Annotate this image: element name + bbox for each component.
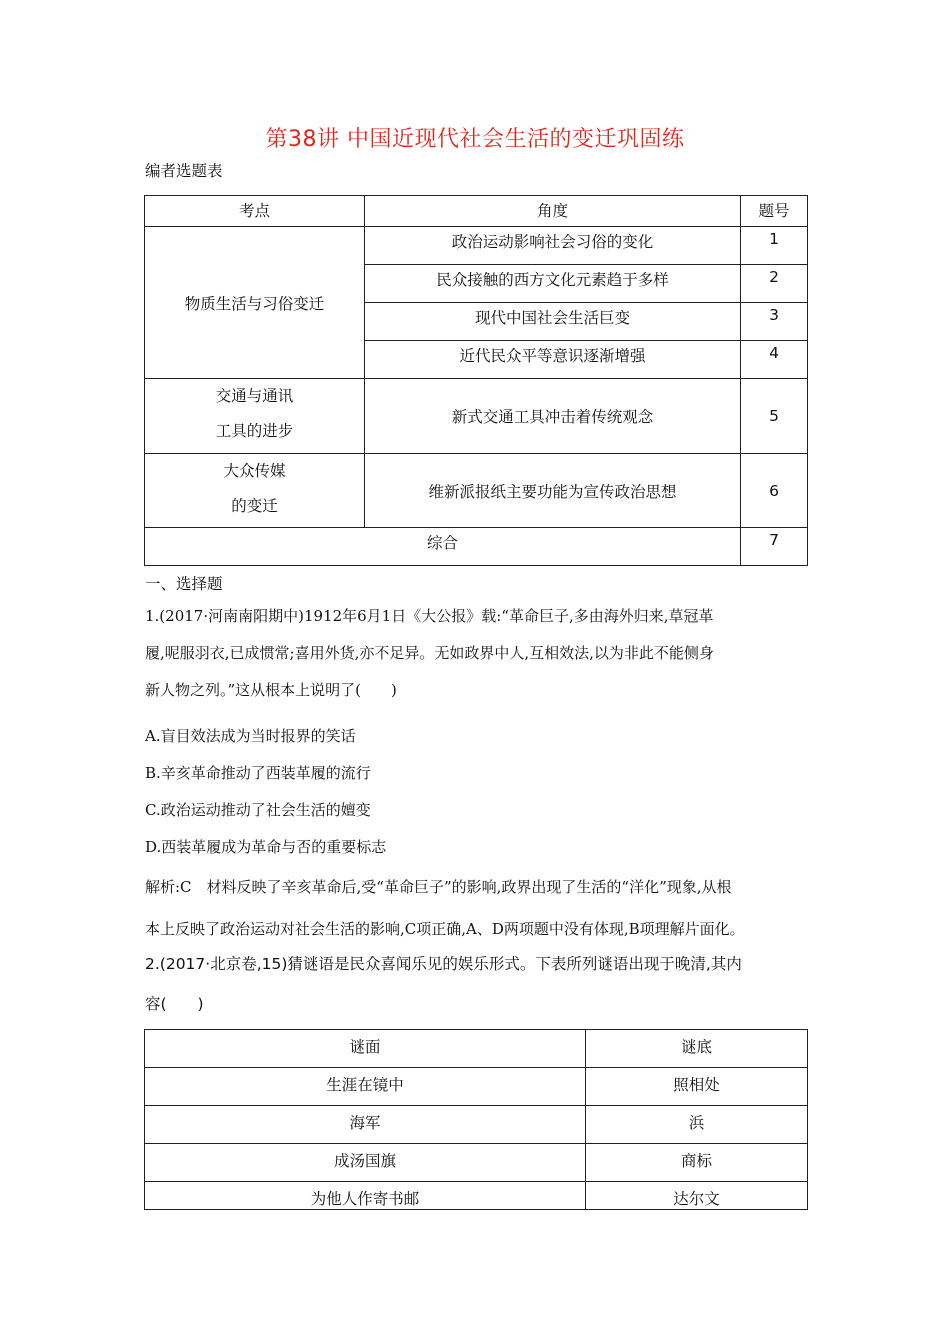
analysis-line: 解析:C 材料反映了辛亥革命后,受“革命巨子”的影响,政界出现了生活的“洋化”现象,从根 (145, 878, 732, 896)
angle-cell: 维新派报纸主要功能为宣传政治思想 (365, 454, 741, 528)
point-cell (145, 454, 365, 528)
answer-cell: 照相处 (586, 1068, 808, 1106)
summary-number: 7 (741, 528, 808, 566)
number-cell: 2 (741, 265, 808, 303)
point-cell (145, 227, 365, 379)
q1-option-d: D.西装革履成为革命与否的重要标志 (145, 838, 387, 856)
angle-cell: 近代民众平等意识逐渐增强 (365, 341, 741, 379)
riddle-cell: 生涯在镜中 (145, 1068, 586, 1106)
summary-label: 综合 (145, 528, 741, 566)
topic-selection-table (144, 195, 808, 566)
point-line: 工具的进步 (215, 422, 294, 440)
number-cell: 5 (741, 379, 808, 454)
question-2 (145, 944, 807, 1024)
q2-stem-line: 容( ) (145, 995, 204, 1013)
answer-cell: 浜 (586, 1106, 808, 1144)
angle-cell: 新式交通工具冲击着传统观念 (365, 379, 741, 454)
number-cell: 4 (741, 341, 808, 379)
number-cell: 1 (741, 227, 808, 265)
point-line: 物质生活与习俗变迁 (184, 294, 325, 313)
point-line: 大众传媒 (223, 462, 286, 480)
analysis-line: 本上反映了政治运动对社会生活的影响,C项正确,A、D两项题中没有体现,B项理解片面化。 (145, 920, 745, 938)
q1-option-a: A.盲目效法成为当时报界的笑话 (145, 727, 356, 745)
q1-options (145, 718, 807, 866)
q1-option-b: B.辛亥革命推动了西装革履的流行 (145, 764, 371, 782)
angle-cell: 现代中国社会生活巨变 (365, 303, 741, 341)
point-line: 的变迁 (231, 497, 278, 515)
point-cell (145, 379, 365, 454)
header-point: 考点 (145, 196, 365, 227)
header-riddle: 谜面 (145, 1030, 586, 1068)
riddle-cell: 海军 (145, 1106, 586, 1144)
q1-stem-line: 履,呢服羽衣,已成惯常;喜用外货,亦不足异。无如政界中人,互相效法,以为非此不能侧身 (145, 644, 714, 662)
q1-analysis (145, 866, 807, 950)
riddle-cell: 成汤国旗 (145, 1144, 586, 1182)
header-answer: 谜底 (586, 1030, 808, 1068)
riddle-cell: 为他人作寄书邮 (145, 1182, 586, 1210)
q1-option-c: C.政治运动推动了社会生活的嬗变 (145, 801, 371, 819)
number-cell: 3 (741, 303, 808, 341)
answer-cell: 达尔文 (586, 1182, 808, 1210)
angle-cell: 政治运动影响社会习俗的变化 (365, 227, 741, 265)
question-1 (145, 598, 807, 709)
table-caption: 编者选题表 (145, 162, 223, 180)
point-line: 交通与通讯 (215, 387, 294, 405)
page-title: 第38讲 中国近现代社会生活的变迁巩固练 (265, 127, 685, 152)
riddle-table (144, 1029, 808, 1210)
q1-stem-line: 新人物之列。”这从根本上说明了( ) (145, 681, 397, 699)
number-cell: 6 (741, 454, 808, 528)
section-heading: 一、选择题 (145, 575, 223, 593)
q1-stem-line: 1.(2017·河南南阳期中)1912年6月1日《大公报》载:“革命巨子,多由海外归来,草冠革 (145, 607, 714, 625)
angle-cell: 民众接触的西方文化元素趋于多样 (365, 265, 741, 303)
header-angle: 角度 (365, 196, 741, 227)
header-number: 题号 (741, 196, 808, 227)
q2-stem-line: 2.(2017·北京卷,15)猜谜语是民众喜闻乐见的娱乐形式。下表所列谜语出现于晚清,其内 (145, 955, 742, 973)
answer-cell: 商标 (586, 1144, 808, 1182)
